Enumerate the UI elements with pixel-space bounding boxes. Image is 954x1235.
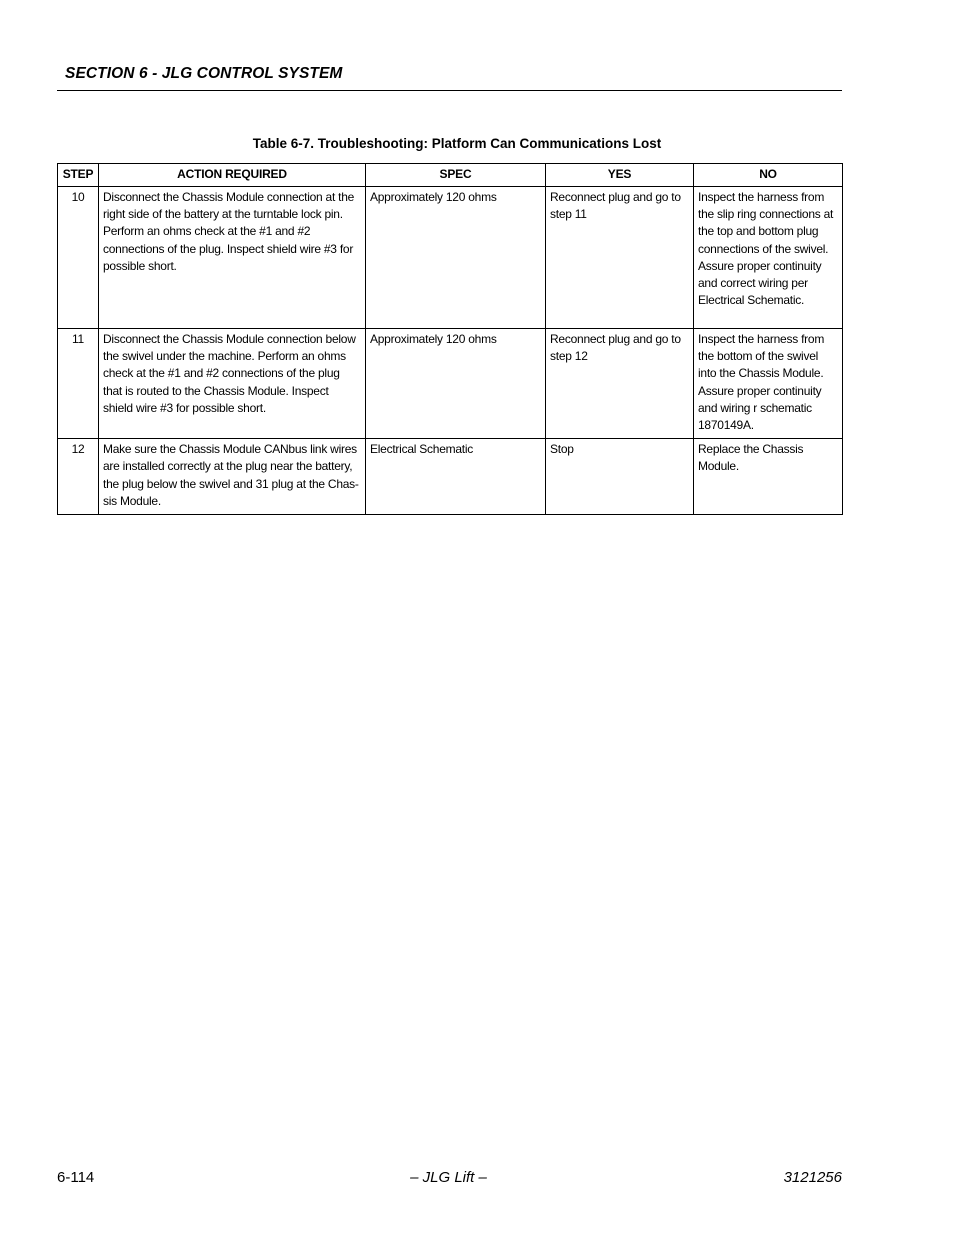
column-header-action-required: ACTION REQUIRED	[99, 164, 366, 187]
no-cell: Replace the Chassis Module.	[694, 439, 843, 515]
page-number: 6-114	[57, 1169, 95, 1186]
spec-cell: Electrical Schematic	[366, 439, 546, 515]
yes-cell: Reconnect plug and go to step 12	[546, 329, 694, 439]
table-row	[58, 439, 843, 515]
troubleshooting-table	[57, 163, 843, 515]
step-cell: 10	[58, 187, 99, 329]
table-header-row	[58, 164, 843, 187]
column-header-step: STEP	[58, 164, 99, 187]
footer-publisher: – JLG Lift –	[410, 1169, 487, 1186]
section-title: SECTION 6 - JLG CONTROL SYSTEM	[65, 65, 343, 82]
spec-cell: Approximately 120 ohms	[366, 329, 546, 439]
no-cell: Inspect the harness from the slip ring connections at the top and bottom plug connections of the swivel. Assure proper continuity and correct wiring per Electrical Schematic.	[694, 187, 843, 329]
column-header-spec: SPEC	[366, 164, 546, 187]
column-header-no: NO	[694, 164, 843, 187]
table-row	[58, 187, 843, 329]
no-cell: Inspect the harness from the bottom of the swivel into the Chassis Module. Assure proper continuity and wiring r schematic 1870149A.	[694, 329, 843, 439]
yes-cell: Reconnect plug and go to step 11	[546, 187, 694, 329]
step-cell: 11	[58, 329, 99, 439]
action-cell: Make sure the Chassis Module CANbus link wires are installed correctly at the plug near the battery, the plug below the swivel and 31 plug at the Chas-sis Module.	[99, 439, 366, 515]
step-cell: 12	[58, 439, 99, 515]
action-cell: Disconnect the Chassis Module connection below the swivel under the machine. Perform an ohms check at the #1 and #2 connections of the plug that is routed to the Chassis Module. Inspect shield wire #3 for possible short.	[99, 329, 366, 439]
table-row	[58, 329, 843, 439]
spec-cell: Approximately 120 ohms	[366, 187, 546, 329]
section-header	[57, 64, 842, 91]
column-header-yes: YES	[546, 164, 694, 187]
action-cell: Disconnect the Chassis Module connection at the right side of the battery at the turntable lock pin. Perform an ohms check at the #1 and #2 connections of the plug. Inspect shield wire #3 for possible short.	[99, 187, 366, 329]
document-number: 3121256	[783, 1169, 842, 1186]
table-caption: Table 6-7. Troubleshooting: Platform Can Communications Lost	[252, 136, 662, 151]
yes-cell: Stop	[546, 439, 694, 515]
